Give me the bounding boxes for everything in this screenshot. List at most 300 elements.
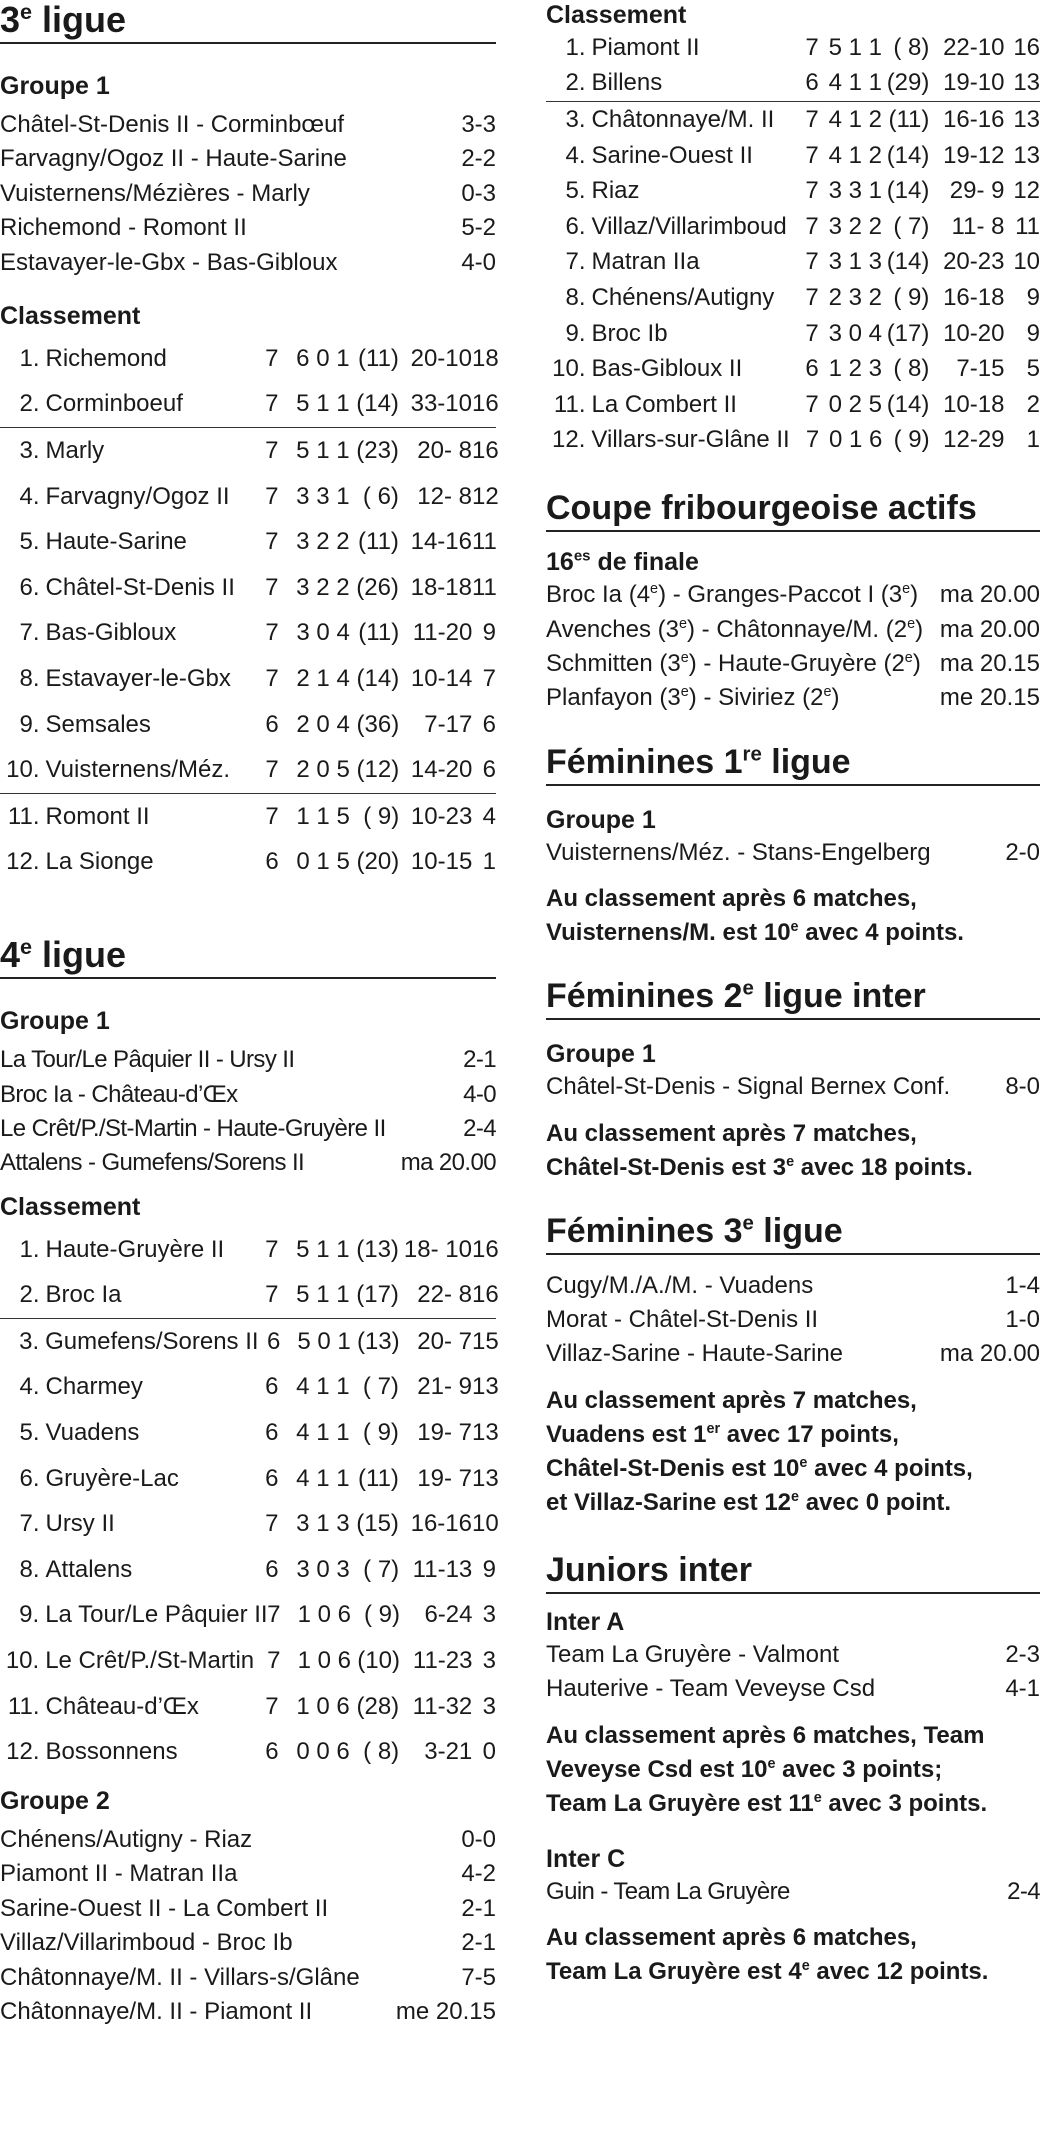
match-score: 2-2 (461, 145, 496, 173)
match-row (0, 108, 496, 142)
standings-pen: (11) (358, 344, 399, 372)
standings-gp: 7 (265, 437, 279, 465)
match-list (0, 1043, 496, 1181)
standings-rank: 7. (565, 248, 586, 276)
standings-gp: 7 (267, 1646, 281, 1674)
standings-gp: 6 (265, 710, 279, 738)
standings-goals: 21- 9 (417, 1373, 472, 1401)
match-teams: Guin - Team La Gruyère (546, 1877, 790, 1905)
match-score: 1-4 (1005, 1271, 1040, 1299)
standings-rank: 6. (19, 573, 40, 601)
standings-pen: (10) (357, 1646, 400, 1674)
standings-wdl: 2 1 4 (296, 664, 350, 692)
standings-pts: 9 (482, 619, 496, 647)
standings-gp: 6 (265, 1418, 279, 1446)
group-title: Inter A (546, 1607, 625, 1636)
standings-rank: 8. (19, 1555, 40, 1583)
standings-rank: 8. (19, 664, 40, 692)
match-list (546, 1269, 1040, 1372)
standings-rank: 9. (19, 710, 40, 738)
match-score: 4-1 (1005, 1675, 1040, 1703)
match-score: 7-5 (461, 1963, 496, 1991)
standings-team: Bossonnens (45, 1738, 178, 1766)
standings-row (546, 66, 1040, 103)
standings-team: Haute-Sarine (45, 528, 187, 556)
note: Vuadens est 1er avec 17 points, (546, 1420, 899, 1448)
standings-pen: (14) (886, 248, 930, 276)
match-teams: Chénens/Autigny - Riaz (0, 1825, 253, 1853)
standings-pts: 13 (471, 1373, 499, 1401)
standings-table (0, 336, 499, 885)
standings-row (546, 280, 1040, 316)
standings-goals: 20- 7 (417, 1327, 472, 1355)
section-title-3e-ligue: 3e ligue (0, 0, 496, 44)
standings-gp: 7 (265, 390, 279, 418)
standings-pts: 6 (482, 756, 496, 784)
standings-pen: (15) (356, 1510, 399, 1538)
standings-pen: ( 9) (893, 283, 930, 311)
standings-pts: 3 (482, 1692, 496, 1720)
standings-gp: 7 (265, 1235, 279, 1263)
standings-pts: 2 (1026, 390, 1040, 418)
standings-row (546, 245, 1040, 281)
match-row (546, 1672, 1040, 1706)
standings-goals: 16-16 (410, 1510, 472, 1538)
match-list (546, 578, 1040, 716)
match-teams: Vuisternens/Mézières - Marly (0, 179, 310, 207)
match-teams: Broc Ia - Château-d’Œx (0, 1080, 238, 1108)
standings-row (0, 1410, 499, 1456)
standings-team: La Tour/Le Pâquier II (45, 1601, 268, 1629)
standings-pen: ( 9) (362, 1418, 399, 1446)
match-score: 2-1 (461, 1894, 496, 1922)
standings-rank: 9. (19, 1601, 40, 1629)
standings-goals: 18-18 (410, 573, 472, 601)
standings-goals: 14-20 (410, 756, 473, 784)
standings-wdl: 5 1 1 (296, 437, 350, 465)
standings-row (0, 794, 496, 840)
standings-pen: (13) (356, 1327, 400, 1355)
standings-row (0, 382, 499, 429)
standings-row (546, 351, 1040, 387)
standings-team: Marly (45, 437, 105, 465)
standings-pts: 10 (471, 1510, 499, 1538)
standings-wdl: 3 0 3 (296, 1555, 350, 1583)
match-row (0, 1078, 496, 1112)
match-row (546, 1337, 1040, 1371)
standings-wdl: 3 3 1 (828, 177, 882, 205)
standings-wdl: 5 1 1 (296, 1235, 350, 1263)
standings-wdl: 4 1 1 (296, 1464, 350, 1492)
standings-pen: (11) (358, 528, 399, 556)
standings-team: Corminboeuf (45, 390, 183, 418)
match-row (0, 1823, 496, 1857)
standings-wdl: 4 1 1 (296, 1418, 350, 1446)
section-title-coupe: Coupe fribourgeoise actifs (546, 488, 1040, 532)
standings-pts: 13 (1013, 69, 1040, 97)
standings-pts: 6 (482, 710, 496, 738)
standings-gp: 7 (267, 1601, 281, 1629)
match-teams: Attalens - Gumefens/Sorens II (0, 1149, 305, 1177)
right-column (546, 0, 1040, 1989)
match-score: 2-3 (1005, 1640, 1040, 1668)
standings-gp: 7 (265, 528, 279, 556)
standings-goals: 10-15 (410, 848, 473, 876)
standings-row (0, 565, 496, 611)
standings-title: Classement (546, 1, 687, 29)
standings-team: Chénens/Autigny (591, 283, 775, 311)
standings-team: Haute-Gruyère II (45, 1235, 225, 1263)
group-title: Groupe 1 (0, 72, 110, 100)
standings-row (546, 423, 1040, 459)
standings-pen: (14) (886, 390, 930, 418)
match-row (546, 613, 1040, 647)
standings-pen: (14) (886, 177, 930, 205)
standings-pts: 16 (471, 390, 499, 418)
note: Châtel-St-Denis est 10e avec 4 points, (546, 1454, 973, 1482)
standings-row (0, 1684, 496, 1730)
standings-goals: 22- 8 (417, 1281, 472, 1309)
standings-rank: 12. (6, 848, 40, 876)
standings-rank: 1. (19, 1235, 40, 1263)
match-row (0, 1146, 496, 1180)
standings-rank: 11. (553, 390, 586, 418)
standings-gp: 6 (265, 848, 279, 876)
standings-gp: 7 (805, 33, 819, 61)
standings-goals: 10-20 (943, 319, 1005, 347)
standings-rank: 4. (19, 482, 40, 510)
standings-row (546, 102, 1040, 138)
match-list (546, 1875, 1040, 1909)
standings-rank: 11. (7, 1692, 40, 1720)
standings-pen: (11) (888, 105, 930, 133)
standings-pts: 3 (482, 1601, 496, 1629)
standings-rank: 10. (5, 1646, 40, 1674)
standings-wdl: 5 0 1 (297, 1327, 351, 1355)
standings-pts: 15 (472, 1327, 499, 1355)
standings-team: Villaz/Villarimboud (591, 212, 787, 240)
match-teams: Planfayon (3e) - Siviriez (2e) (546, 684, 840, 712)
standings-team: La Sionge (45, 848, 154, 876)
standings-pts: 3 (482, 1646, 496, 1674)
left-column (0, 0, 499, 2029)
standings-team: Bas-Gibloux II (591, 355, 743, 383)
match-teams: Sarine-Ouest II - La Combert II (0, 1894, 329, 1922)
standings-pen: (17) (356, 1281, 399, 1309)
match-teams: La Tour/Le Pâquier II - Ursy II (0, 1046, 295, 1074)
match-row (0, 1926, 496, 1960)
standings-team: Ursy II (45, 1510, 115, 1538)
note: Au classement après 6 matches, (546, 1924, 917, 1951)
standings-wdl: 4 1 2 (828, 141, 882, 169)
standings-goals: 7-17 (424, 710, 473, 738)
standings-pen: (29) (886, 69, 930, 97)
standings-gp: 7 (805, 141, 819, 169)
standings-wdl: 5 1 1 (828, 33, 882, 61)
match-score: 3-3 (461, 111, 496, 138)
note: Team La Gruyère est 11e avec 3 points. (546, 1789, 988, 1817)
standings-goals: 11-13 (412, 1555, 473, 1583)
standings-pts: 10 (1013, 248, 1040, 276)
match-teams: Schmitten (3e) - Haute-Gruyère (2e) (546, 649, 921, 677)
standings-team: Châtonnaye/M. II (591, 105, 775, 133)
standings-gp: 7 (265, 1510, 279, 1538)
standings-pts: 13 (1013, 105, 1040, 133)
standings-team: La Combert II (591, 390, 737, 418)
match-score: ma 20.15 (939, 649, 1040, 677)
standings-goals: 19- 7 (417, 1418, 472, 1446)
match-score: 4-2 (461, 1860, 496, 1888)
standings-wdl: 1 0 6 (297, 1646, 351, 1674)
standings-team: Broc Ib (591, 319, 668, 347)
standings-row (0, 840, 496, 886)
match-row (0, 177, 496, 211)
standings-pen: ( 6) (362, 482, 399, 510)
standings-rank: 10. (552, 355, 586, 383)
standings-team: Bas-Gibloux (45, 619, 177, 647)
standings-row (0, 1547, 496, 1593)
standings-rank: 7. (19, 619, 40, 647)
standings-goals: 22-10 (943, 33, 1005, 61)
standings-rank: 10. (6, 756, 40, 784)
standings-pen: (26) (356, 573, 399, 601)
match-teams: Châtonnaye/M. II - Piamont II (0, 1997, 313, 2025)
match-row (546, 681, 1040, 715)
match-teams: Broc Ia (4e) - Granges-Paccot I (3e) (546, 581, 919, 609)
standings-wdl: 4 1 1 (296, 1373, 350, 1401)
match-row (546, 1269, 1040, 1303)
section-title-feminines-2e: Féminines 2e ligue inter (546, 976, 1040, 1020)
standings-rank: 1. (19, 344, 40, 372)
match-teams: Châtel-St-Denis II - Corminbœuf (0, 111, 345, 138)
standings-row (0, 1227, 499, 1273)
standings-pts: 12 (471, 482, 499, 510)
match-score: 4-0 (463, 1080, 496, 1108)
match-list (546, 1638, 1040, 1707)
standings-wdl: 3 2 2 (296, 573, 350, 601)
standings-team: Richemond (45, 344, 167, 372)
note: Team La Gruyère est 4e avec 12 points. (546, 1958, 989, 1985)
standings-team: Farvagny/Ogoz II (45, 482, 230, 510)
standings-pts: 11 (471, 528, 497, 556)
standings-rank: 9. (565, 319, 586, 347)
standings-rank: 3. (19, 1327, 40, 1355)
match-score: 0-3 (461, 179, 496, 207)
match-score: 2-4 (463, 1114, 496, 1142)
standings-goals: 16-16 (943, 105, 1005, 133)
standings-pts: 9 (1026, 319, 1040, 347)
standings-team: Château-d’Œx (45, 1692, 199, 1720)
match-score: 2-1 (461, 1929, 496, 1957)
standings-pen: (11) (358, 1464, 399, 1492)
standings-rank: 6. (565, 212, 586, 240)
standings-gp: 7 (265, 1692, 279, 1720)
note: Châtel-St-Denis est 3e avec 18 points. (546, 1153, 973, 1181)
note: Au classement après 6 matches, (546, 885, 917, 913)
standings-team: Billens (591, 69, 663, 97)
standings-goals: 33-10 (410, 390, 472, 418)
standings-row (0, 474, 499, 520)
match-teams: Team La Gruyère - Valmont (546, 1640, 840, 1668)
standings-pen: ( 8) (893, 355, 930, 383)
match-teams: Hauterive - Team Veveyse Csd (546, 1675, 876, 1703)
match-score: 0-0 (461, 1825, 496, 1853)
standings-rank: 4. (565, 141, 586, 169)
standings-goals: 20-23 (943, 248, 1005, 276)
match-row (546, 1875, 1040, 1909)
group-title: Groupe 1 (0, 1007, 110, 1036)
standings-team: Sarine-Ouest II (591, 141, 753, 169)
standings-pen: ( 9) (363, 802, 400, 830)
standings-pen: (11) (358, 619, 400, 647)
match-list (0, 108, 496, 280)
standings-gp: 7 (265, 664, 279, 692)
standings-goals: 12- 8 (417, 482, 472, 510)
standings-gp: 7 (805, 426, 820, 454)
match-row (0, 246, 496, 280)
standings-gp: 7 (265, 573, 279, 601)
match-row (546, 1303, 1040, 1337)
match-score: ma 20.00 (400, 1149, 496, 1177)
standings-gp: 7 (265, 756, 279, 784)
standings-team: Semsales (45, 710, 151, 738)
standings-gp: 6 (265, 1464, 279, 1492)
standings-row (0, 747, 496, 794)
standings-rank: 3. (19, 437, 40, 465)
standings-goals: 20-10 (410, 344, 472, 372)
standings-pts: 7 (482, 664, 496, 692)
standings-wdl: 5 1 1 (296, 1281, 350, 1309)
match-teams: Richemond - Romont II (0, 214, 247, 242)
match-row: Châtel-St-Denis - Signal Bernex Conf. 8-0 (546, 1073, 1040, 1101)
standings-pen: (14) (356, 664, 400, 692)
note: Veveyse Csd est 10e avec 3 points; (546, 1755, 943, 1783)
match-row (0, 1043, 496, 1077)
standings-wdl: 3 0 4 (828, 319, 882, 347)
standings-row (0, 336, 499, 382)
group-title: Groupe 2 (0, 1786, 110, 1815)
round-title: $16^{es}$ de finale (546, 547, 699, 577)
match-score: me 20.15 (395, 1997, 496, 2025)
standings-goals: 20- 8 (417, 437, 472, 465)
standings-pts: 1 (482, 848, 496, 876)
standings-pts: 12 (1013, 177, 1040, 205)
standings-gp: 6 (805, 355, 819, 383)
standings-gp: 7 (805, 177, 819, 205)
standings-wdl: 3 0 4 (296, 619, 350, 647)
section-title-juniors-inter: Juniors inter (546, 1550, 1040, 1594)
standings-row (546, 138, 1040, 174)
match-teams: Châtonnaye/M. II - Villars-s/Glâne (0, 1963, 360, 1991)
note: et Villaz-Sarine est 12e avec 0 point. (546, 1488, 952, 1516)
standings-goals: 10-18 (943, 390, 1005, 418)
standings-goals: 11-20 (412, 619, 473, 647)
standings-gp: 7 (805, 248, 819, 276)
standings-goals: 10-23 (410, 802, 473, 830)
match-score: 4-0 (461, 248, 496, 276)
standings-goals: 3-21 (424, 1738, 473, 1766)
standings-pen: (12) (356, 756, 400, 784)
standings-pen: ( 7) (362, 1373, 399, 1401)
match-row (546, 647, 1040, 681)
standings-pts: 18 (471, 344, 499, 372)
standings-wdl: 1 2 3 (828, 355, 882, 383)
standings-gp: 6 (265, 1373, 279, 1401)
standings-row (0, 1456, 499, 1502)
standings-pen: (17) (886, 319, 930, 347)
standings-team: Le Crêt/P./St-Martin (45, 1646, 255, 1674)
standings-team: Estavayer-le-Gbx (45, 664, 231, 692)
standings-team: Gruyère-Lac (45, 1464, 179, 1492)
standings-pen: ( 7) (893, 212, 930, 240)
group-title: Groupe 1 (546, 1040, 656, 1069)
standings-wdl: 2 0 5 (296, 756, 350, 784)
match-list (0, 1823, 496, 2029)
standings-wdl: 4 1 1 (828, 69, 882, 97)
match-teams: Piamont II - Matran IIa (0, 1860, 238, 1888)
standings-team: Châtel-St-Denis II (45, 573, 235, 601)
standings-pen: ( 8) (893, 33, 930, 61)
standings-wdl: 2 0 4 (296, 710, 350, 738)
standings-pts: 13 (471, 1418, 499, 1446)
standings-wdl: 3 2 2 (828, 212, 882, 240)
standings-goals: 19-10 (943, 69, 1005, 97)
standings-pen: ( 7) (363, 1555, 400, 1583)
standings-pts: 13 (471, 1464, 499, 1492)
standings-row (0, 1272, 499, 1319)
section-title-feminines-3e: Féminines 3e ligue (546, 1211, 1040, 1255)
standings-table (546, 30, 1040, 458)
standings-title: Classement (0, 302, 141, 331)
note: Vuisternens/M. est 10e avec 4 points. (546, 919, 964, 947)
group-title: Groupe 1 (546, 805, 656, 834)
standings-row (0, 656, 496, 702)
standings-goals: 19-12 (943, 141, 1005, 169)
note: Au classement après 7 matches, (546, 1386, 917, 1414)
standings-team: Romont II (45, 802, 150, 830)
standings-pen: (13) (356, 1235, 399, 1263)
standings-row (0, 428, 499, 474)
standings-pts: 11 (1015, 212, 1040, 240)
standings-row (0, 1593, 496, 1639)
standings-wdl: 3 1 3 (296, 1510, 350, 1538)
standings-rank: 2. (19, 390, 40, 418)
standings-wdl: 4 1 2 (828, 105, 882, 133)
standings-pts: 9 (482, 1555, 496, 1583)
standings-gp: 6 (265, 1738, 279, 1766)
standings-team: Piamont II (591, 33, 700, 61)
match-row (0, 1961, 496, 1995)
standings-team: Charmey (45, 1373, 143, 1401)
standings-rank: 5. (19, 1418, 40, 1446)
match-row (0, 1112, 496, 1146)
standings-pts: 1 (1026, 426, 1040, 454)
standings-rank: 12. (552, 426, 586, 454)
standings-wdl: 0 1 5 (296, 848, 350, 876)
standings-row (546, 30, 1040, 66)
standings-wdl: 3 3 1 (296, 482, 350, 510)
standings-rank: 2. (19, 1281, 40, 1309)
standings-rank: 1. (565, 33, 586, 61)
standings-wdl: 1 0 6 (296, 1692, 350, 1720)
standings-pts: 5 (1026, 355, 1040, 383)
match-row (0, 1995, 496, 2029)
standings-pen: ( 8) (363, 1738, 400, 1766)
standings-gp: 7 (805, 105, 819, 133)
match-score: 1-0 (1005, 1305, 1040, 1333)
match-teams: Morat - Châtel-St-Denis II (546, 1305, 819, 1333)
section-title-feminines-1re: Féminines 1re ligue (546, 742, 1040, 786)
